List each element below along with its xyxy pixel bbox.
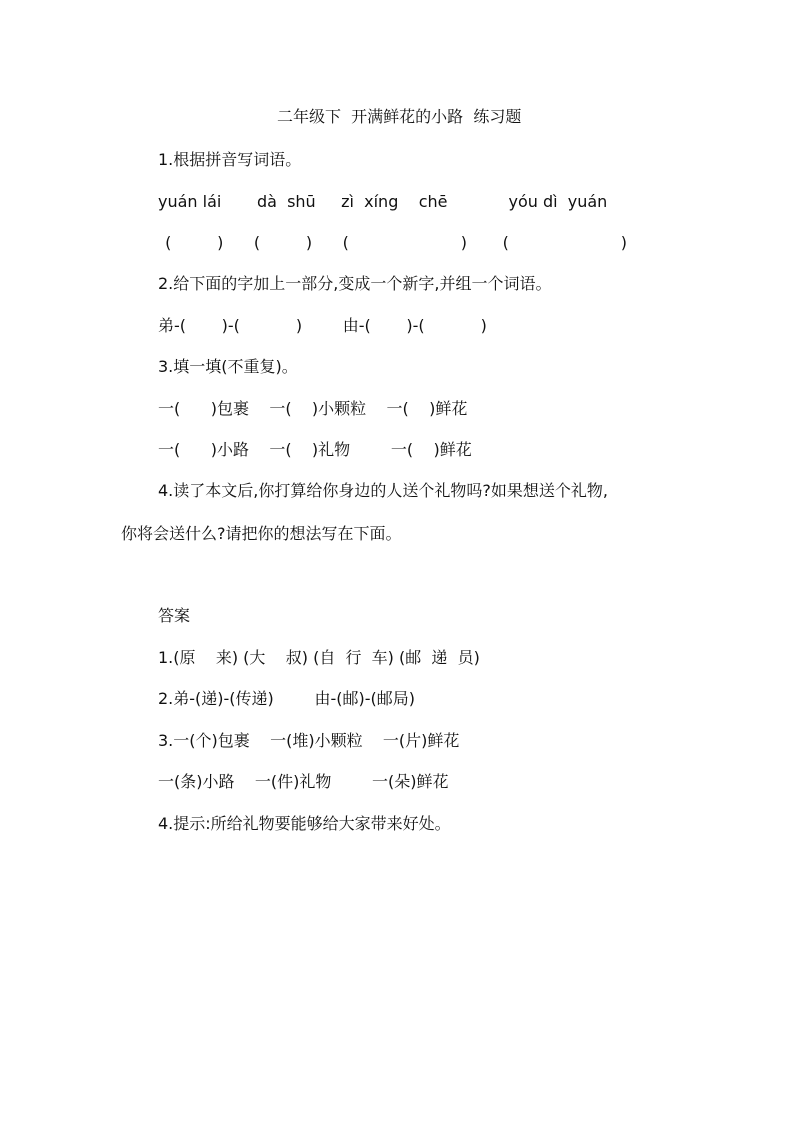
question-3-row-1: 一( )包裹 一( )小颗粒 一( )鲜花 — [158, 399, 468, 418]
question-1-blanks: ( ) ( ) ( ) ( ) — [160, 233, 627, 252]
question-4-prompt-line-1: 4.读了本文后,你打算给你身边的人送个礼物吗?如果想送个礼物, — [158, 481, 608, 500]
question-2-items: 弟-( )-( ) 由-( )-( ) — [158, 316, 487, 335]
answer-3-row-1: 3.一(个)包裹 一(堆)小颗粒 一(片)鲜花 — [158, 731, 460, 750]
answers-heading: 答案 — [158, 606, 191, 625]
question-3-prompt: 3.填一填(不重复)。 — [158, 357, 298, 376]
answer-4: 4.提示:所给礼物要能够给大家带来好处。 — [158, 814, 451, 833]
question-3-row-2: 一( )小路 一( )礼物 一( )鲜花 — [158, 440, 472, 459]
answer-3-row-2: 一(条)小路 一(件)礼物 一(朵)鲜花 — [158, 772, 449, 791]
question-4-prompt-line-2: 你将会送什么?请把你的想法写在下面。 — [121, 524, 402, 543]
answer-2: 2.弟-(递)-(传递) 由-(邮)-(邮局) — [158, 689, 415, 708]
question-1-prompt: 1.根据拼音写词语。 — [158, 150, 302, 169]
page-title: 二年级下 开满鲜花的小路 练习题 — [277, 107, 522, 126]
question-2-prompt: 2.给下面的字加上一部分,变成一个新字,并组一个词语。 — [158, 274, 552, 293]
question-1-pinyin: yuán lái dà shū zì xíng chē yóu dì yuán — [158, 192, 608, 211]
answer-1: 1.(原 来) (大 叔) (自 行 车) (邮 递 员) — [158, 648, 480, 667]
